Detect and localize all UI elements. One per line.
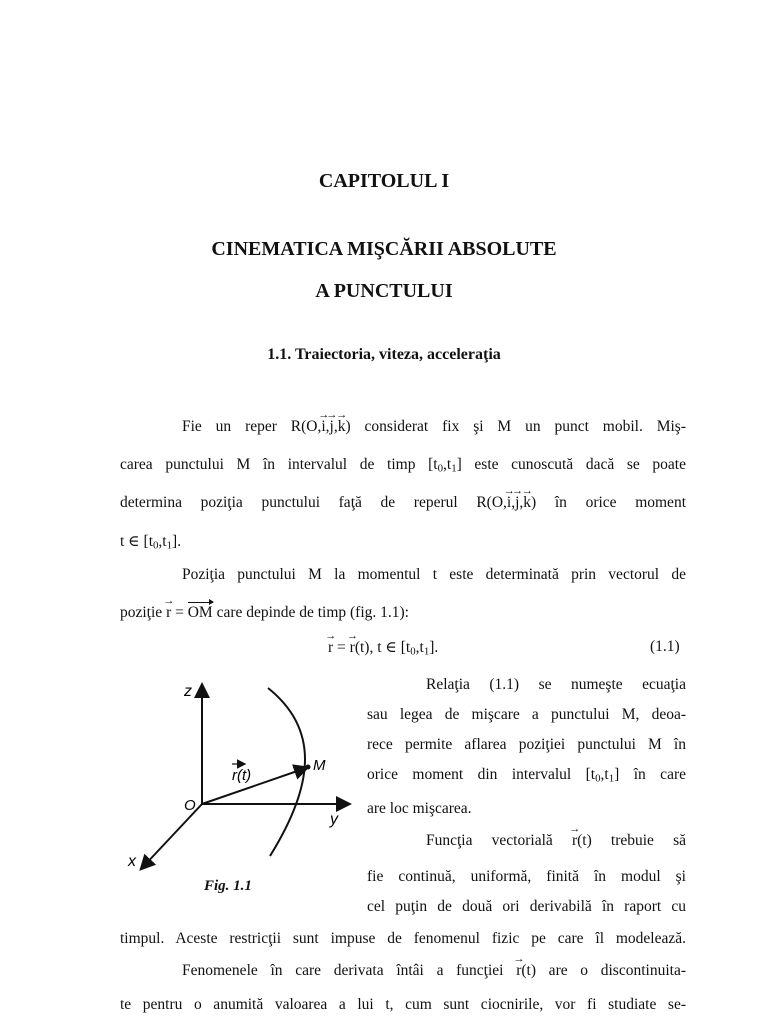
title-line-2: A PUNCTULUI xyxy=(315,280,453,302)
full-line-2: Fenomenele în care derivata întâi a funcţiei → r(t) are o discontinuita- xyxy=(182,962,686,980)
right-line-6: Funcţia vectorială → r(t) trebuie să xyxy=(426,832,686,850)
point-m xyxy=(306,765,311,770)
axis-x-label: x xyxy=(128,853,136,870)
p1-line-1: Fie un reper R(O,→ i,→ j,→ k) considerat fix şi M un punct mobil. Miş- xyxy=(182,418,686,436)
p2-line-1: Poziţia punctului M la momentul t este determinată prin vectorul de xyxy=(182,566,686,583)
position-vector xyxy=(202,768,306,804)
chapter-heading: CAPITOLUL I xyxy=(318,170,450,192)
vector-i: → i xyxy=(321,418,325,436)
section-heading: 1.1. Traiectoria, viteza, acceleraţia xyxy=(267,346,501,363)
p1-line-3: determina poziţia punctului faţă de reperul R(O,→ i,→ j,→ k) în orice moment xyxy=(120,494,686,512)
vector-om: OM xyxy=(187,604,213,621)
equation-number: (1.1) xyxy=(650,638,680,655)
origin-label: O xyxy=(184,797,196,814)
axis-z-label: z xyxy=(184,683,192,700)
full-line-1: timpul. Aceste restricţii sunt impuse de fenomenul fizic pe care îl modelează. xyxy=(120,930,686,947)
vector-j: → j xyxy=(330,418,334,436)
right-line-5: are loc mişcarea. xyxy=(367,800,472,817)
right-line-2: sau legea de mişcare a punctului M, deoa- xyxy=(367,706,686,723)
right-line-1: Relaţia (1.1) se numeşte ecuaţia xyxy=(426,676,686,693)
trajectory-figure xyxy=(120,670,360,910)
right-line-3: rece permite aflarea poziţiei punctului M în xyxy=(367,736,686,753)
full-line-3: te pentru o anumită valoarea a lui t, cum sunt ciocnirile, vor fi studiate se- xyxy=(120,996,686,1013)
p1-line-4: t ∈ $[t_0,t_1]$. xyxy=(120,533,182,552)
p1-line-2: carea punctului M în intervalul de timp $[t_0,t_1]$ este cunoscută dacă se poate xyxy=(120,456,686,475)
vector-k: → k xyxy=(338,418,346,436)
point-m-label: M xyxy=(313,757,326,774)
title-line-1: CINEMATICA MIŞCĂRII ABSOLUTE xyxy=(211,238,557,260)
p2-line-2: poziţie → r = OM care depinde de timp (fig. 1.1): xyxy=(120,604,409,622)
trajectory-curve xyxy=(268,688,305,856)
figure-caption: Fig. 1.1 xyxy=(204,878,252,894)
equation-1-1: → r = → r(t), t ∈ $[t_0,t_1]$. xyxy=(328,638,438,658)
right-line-4: orice moment din intervalul $[t_0,t_1]$ în care xyxy=(367,766,686,785)
right-line-7: fie continuă, uniformă, finită în modul şi xyxy=(367,868,686,885)
right-line-8: cel puţin de două ori derivabilă în raport cu xyxy=(367,898,686,915)
axis-y-label: y xyxy=(330,811,338,828)
vector-label: r(t) xyxy=(232,767,252,784)
